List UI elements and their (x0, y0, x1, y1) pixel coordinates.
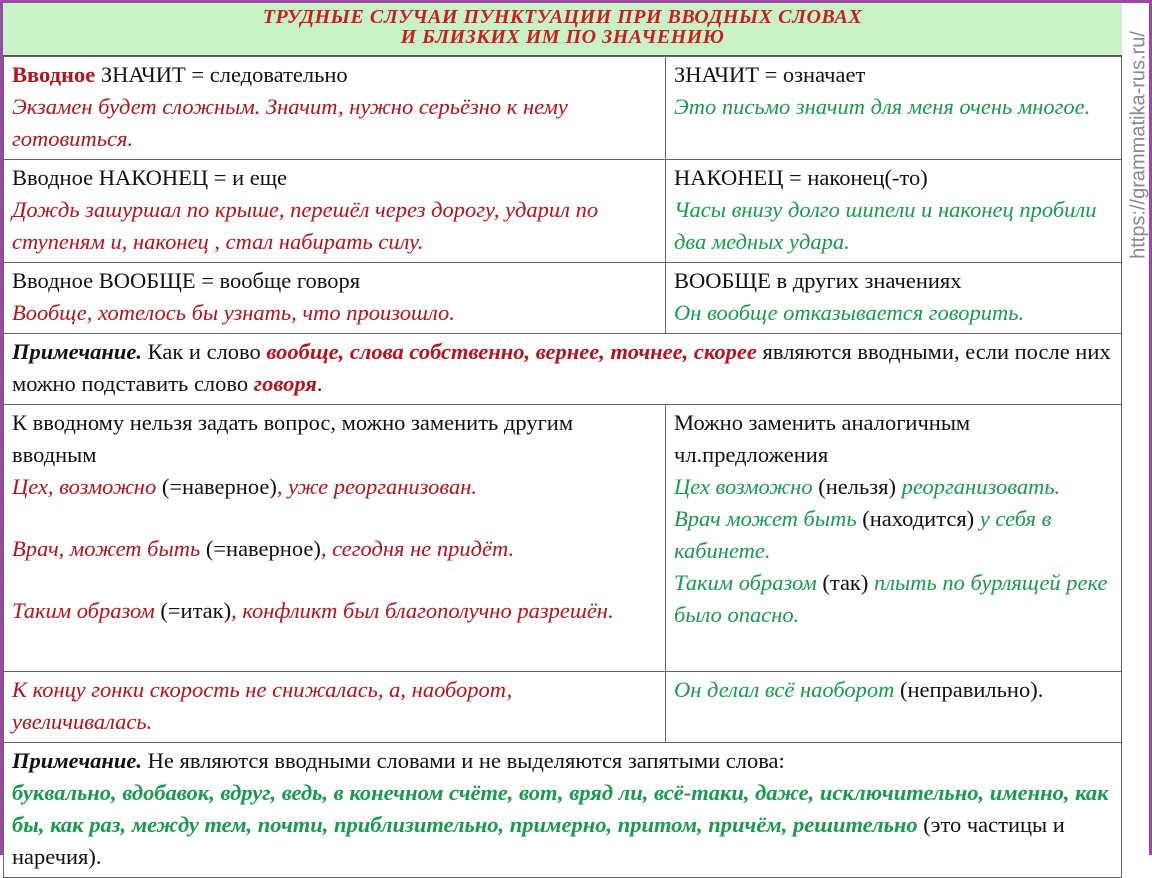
example-item: Цех, возможно (=наверное), уже реорганизован. (12, 474, 478, 499)
table-row (4, 57, 1122, 160)
note-label: Примечание. (12, 748, 143, 773)
cell-non-introductory (666, 57, 1122, 160)
example-item: Он делал всё наоборот (неправильно). (674, 677, 1044, 702)
rule-heading: Можно заменить аналогичным чл.предложения (674, 410, 971, 467)
rule-heading: НАКОНЕЦ = наконец(-то) (674, 165, 928, 190)
highlight-word: говоря (253, 371, 317, 396)
note-label: Примечание. (12, 339, 143, 364)
example-item: Врач, может быть (=наверное), сегодня не придёт. (12, 536, 515, 561)
example-item: Таким образом (так) плыть по бурлящей реке было опасно. (674, 570, 1108, 627)
example-item: Врач может быть (находится) у себя в кабинете. (674, 506, 1052, 563)
cell-introductory (4, 160, 666, 263)
cell-non-introductory (666, 672, 1122, 743)
example-item: Цех возможно (нельзя) реорганизовать. (674, 474, 1061, 499)
table-row (4, 405, 1122, 672)
page-title (3, 3, 1122, 56)
cell-introductory (4, 405, 666, 672)
rule-heading: Вводное НАКОНЕЦ = и еще (12, 165, 288, 190)
watermark (1125, 0, 1152, 290)
rule-heading: ВООБЩЕ в других значениях (674, 268, 962, 293)
example-text: Часы внизу долго шипели и наконец пробили два медных удара. (674, 197, 1097, 254)
word-list: буквально, вдобавок, вдруг, ведь, в конечном счёте, вот, вряд ли, всё-таки, даже, исключительно, именно, как бы, как раз, между тем, почти, приблизительно, примерно, притом, причём, решительно (12, 780, 1109, 837)
example-text: Он вообще отказывается говорить. (674, 300, 1025, 325)
cell-introductory (4, 672, 666, 743)
cell-non-introductory (666, 405, 1122, 672)
cell-non-introductory (666, 263, 1122, 334)
note-1: Примечание. Как и слово вообще, слова собственно, вернее, точнее, скорее являются вводными, если после них можно подставить слово говоря. (4, 334, 1122, 405)
rule-heading: ЗНАЧИТ = следовательно (95, 62, 348, 87)
rule-heading: К вводному нельзя задать вопрос, можно заменить другим вводным (12, 410, 574, 467)
title-line-1: ТРУДНЫЕ СЛУЧАИ ПУНКТУАЦИИ ПРИ ВВОДНЫХ СЛОВАХ (262, 6, 863, 28)
example-text: Это письмо значит для меня очень многое. (674, 94, 1091, 119)
highlight-words: вообще, слова собственно, вернее, точнее, скорее (266, 339, 757, 364)
cell-non-introductory (666, 160, 1122, 263)
example-text: К концу гонки скорость не снижалась, а, наоборот, увеличивалась. (12, 677, 513, 734)
label-introductory: Вводное (12, 62, 96, 87)
rule-heading: ЗНАЧИТ = означает (674, 62, 866, 87)
example-text: Дождь зашуршал по крыше, перешёл через дорогу, ударил по ступеням и, наконец , стал набирать силу. (12, 197, 599, 254)
rules-sheet (3, 3, 1122, 869)
cell-introductory (4, 57, 666, 160)
cell-introductory (4, 263, 666, 334)
title-line-2: И БЛИЗКИХ ИМ ПО ЗНАЧЕНИЮ (400, 26, 725, 48)
example-item: Таким образом (=итак), конфликт был благополучно разрешён. (12, 598, 614, 623)
table-row (4, 672, 1122, 743)
table-row (4, 160, 1122, 263)
example-text: Экзамен будет сложным. Значит, нужно серьёзно к нему готовиться. (12, 94, 568, 151)
rule-heading: Вводное ВООБЩЕ = вообще говоря (12, 268, 361, 293)
note-row (4, 743, 1122, 878)
example-text: Вообще, хотелось бы узнать, что произошло. (12, 300, 455, 325)
rules-table (3, 56, 1122, 878)
table-row (4, 263, 1122, 334)
note-row (4, 334, 1122, 405)
note-2: Примечание. Не являются вводными словами и не выделяются запятыми слова: буквально, вдобавок, вдруг, ведь, в конечном счёте, вот, вряд ли, всё-таки, даже, исключительно, именно, как бы, как раз, между тем, почти, приблизительно, примерно, притом, причём, решительно (это частицы и наречия). (4, 743, 1122, 878)
watermark-text: https://grammatika-rus.ru/ (1127, 31, 1149, 259)
